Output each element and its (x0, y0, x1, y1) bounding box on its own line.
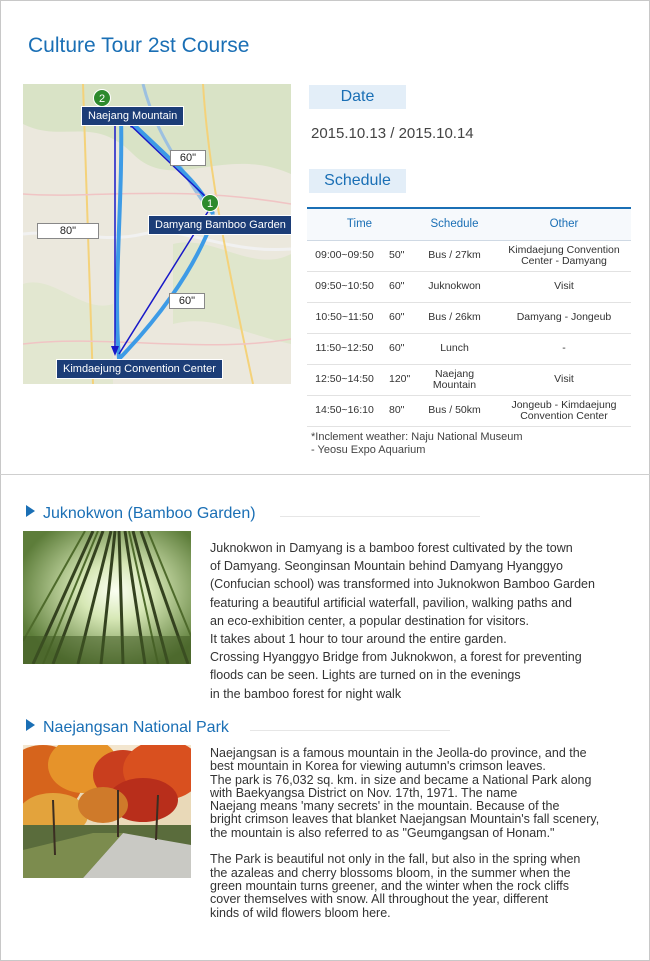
note-line: *Inclement weather: Naju National Museum (311, 431, 523, 443)
row-time: 10:50~11:50 (307, 302, 382, 333)
section-heading-naejangsan (26, 719, 229, 737)
row-schedule: Lunch (412, 333, 497, 364)
map-time-60-bottom: 60" (169, 293, 205, 309)
text-line: It takes about 1 hour to tour around the entire garden. (210, 632, 507, 647)
map-label-kimdaejung: Kimdaejung Convention Center (56, 359, 223, 379)
text-line: an eco-exhibition center, a popular destination for visitors. (210, 613, 529, 628)
schedule-table (307, 207, 631, 427)
bamboo-forest-photo (23, 531, 191, 664)
text-line: bright crimson leaves that blanket Naejangsan Mountain's fall scenery, (210, 812, 600, 827)
row-other: Damyang - Jongeub (497, 302, 631, 333)
juknokwon-description (210, 539, 595, 703)
route-map (23, 84, 291, 384)
map-label-naejang: Naejang Mountain (81, 106, 184, 126)
table-row (307, 364, 631, 395)
table-row (307, 240, 631, 271)
row-duration: 50" (382, 240, 412, 271)
heading-underline (280, 516, 480, 517)
row-other: - (497, 333, 631, 364)
table-row (307, 395, 631, 426)
note-line: - Yeosu Expo Aquarium (311, 444, 426, 456)
page-title: Culture Tour 2st Course (28, 34, 250, 57)
map-label-damyang: Damyang Bamboo Garden (148, 215, 291, 235)
row-duration: 120" (382, 364, 412, 395)
section-heading-text: Juknokwon (Bamboo Garden) (43, 505, 256, 522)
text-line: Naejang means 'many secrets' in the mountain. Because of the (210, 799, 560, 814)
text-line: with Baekyangsa District on Nov. 17th, 1971. The name (210, 785, 518, 800)
heading-underline (250, 730, 450, 731)
row-time: 11:50~12:50 (307, 333, 382, 364)
text-line: Juknokwon in Damyang is a bamboo forest cultivated by the town (210, 541, 573, 555)
text-line: best mountain in Korea for viewing autumn's crimson leaves. (210, 759, 546, 774)
schedule-tab: Schedule (309, 169, 406, 193)
row-duration: 60" (382, 302, 412, 333)
row-schedule: Bus / 27km (412, 240, 497, 271)
text-line: featuring a beautiful artificial waterfall, pavilion, walking paths and (210, 595, 573, 610)
row-other: Visit (497, 364, 631, 395)
row-duration: 80" (382, 395, 412, 426)
schedule-header-row (307, 208, 631, 240)
text-line: the azaleas and cherry blossoms bloom, in the summer when the (210, 865, 571, 880)
date-tab: Date (309, 85, 406, 109)
text-line: Naejangsan is a famous mountain in the Jeolla-do province, and the (210, 746, 587, 760)
table-row (307, 333, 631, 364)
map-time-80: 80" (37, 223, 99, 239)
text-line: in the bamboo forest for night walk (210, 686, 402, 701)
row-schedule: Bus / 50km (412, 395, 497, 426)
text-line: cover themselves with snow. All throughout the year, different (210, 892, 549, 907)
text-line: the mountain is also referred to as "Geumgangsan of Honam." (210, 825, 555, 840)
map-pin-2: 2 (93, 89, 111, 107)
text-line: of Damyang. Seonginsan Mountain behind Damyang Hyanggyo (210, 559, 564, 574)
section-divider (0, 474, 650, 475)
section-heading-juknokwon (26, 505, 256, 523)
row-duration: 60" (382, 333, 412, 364)
row-schedule: Juknokwon (412, 271, 497, 302)
header-schedule: Schedule (412, 208, 497, 240)
section-heading-text: Naejangsan National Park (43, 719, 229, 736)
row-other: Visit (497, 271, 631, 302)
row-time: 14:50~16:10 (307, 395, 382, 426)
autumn-park-photo (23, 745, 191, 878)
text-line: Crossing Hyanggyo Bridge from Juknokwon, a forest for preventing (210, 650, 582, 665)
text-line: The park is 76,032 sq. km. in size and became a National Park along (210, 772, 592, 787)
triangle-bullet-icon (26, 719, 35, 731)
table-row (307, 302, 631, 333)
map-time-60-top: 60" (170, 150, 206, 166)
header-other: Other (497, 208, 631, 240)
row-other: Kimdaejung Convention Center - Damyang (497, 240, 631, 271)
text-line: green mountain turns greener, and the winter when the rock cliffs (210, 878, 570, 893)
map-pin-1: 1 (201, 194, 219, 212)
row-schedule: Bus / 26km (412, 302, 497, 333)
text-line: floods can be seen. Lights are turned on in the evenings (210, 668, 521, 683)
header-time: Time (307, 208, 412, 240)
row-time: 12:50~14:50 (307, 364, 382, 395)
row-other: Jongeub - Kimdaejung Convention Center (497, 395, 631, 426)
row-schedule: Naejang Mountain (412, 364, 497, 395)
row-time: 09:00~09:50 (307, 240, 382, 271)
triangle-bullet-icon (26, 505, 35, 517)
row-duration: 60" (382, 271, 412, 302)
text-line: (Confucian school) was transformed into Juknokwon Bamboo Garden (210, 577, 595, 592)
text-line: The Park is beautiful not only in the fall, but also in the spring when (210, 852, 581, 867)
text-line: kinds of wild flowers bloom here. (210, 905, 391, 920)
text-line (210, 840, 599, 853)
date-value: 2015.10.13 / 2015.10.14 (311, 125, 474, 142)
row-time: 09:50~10:50 (307, 271, 382, 302)
weather-note (311, 431, 523, 457)
naejangsan-description (210, 747, 599, 920)
table-row (307, 271, 631, 302)
